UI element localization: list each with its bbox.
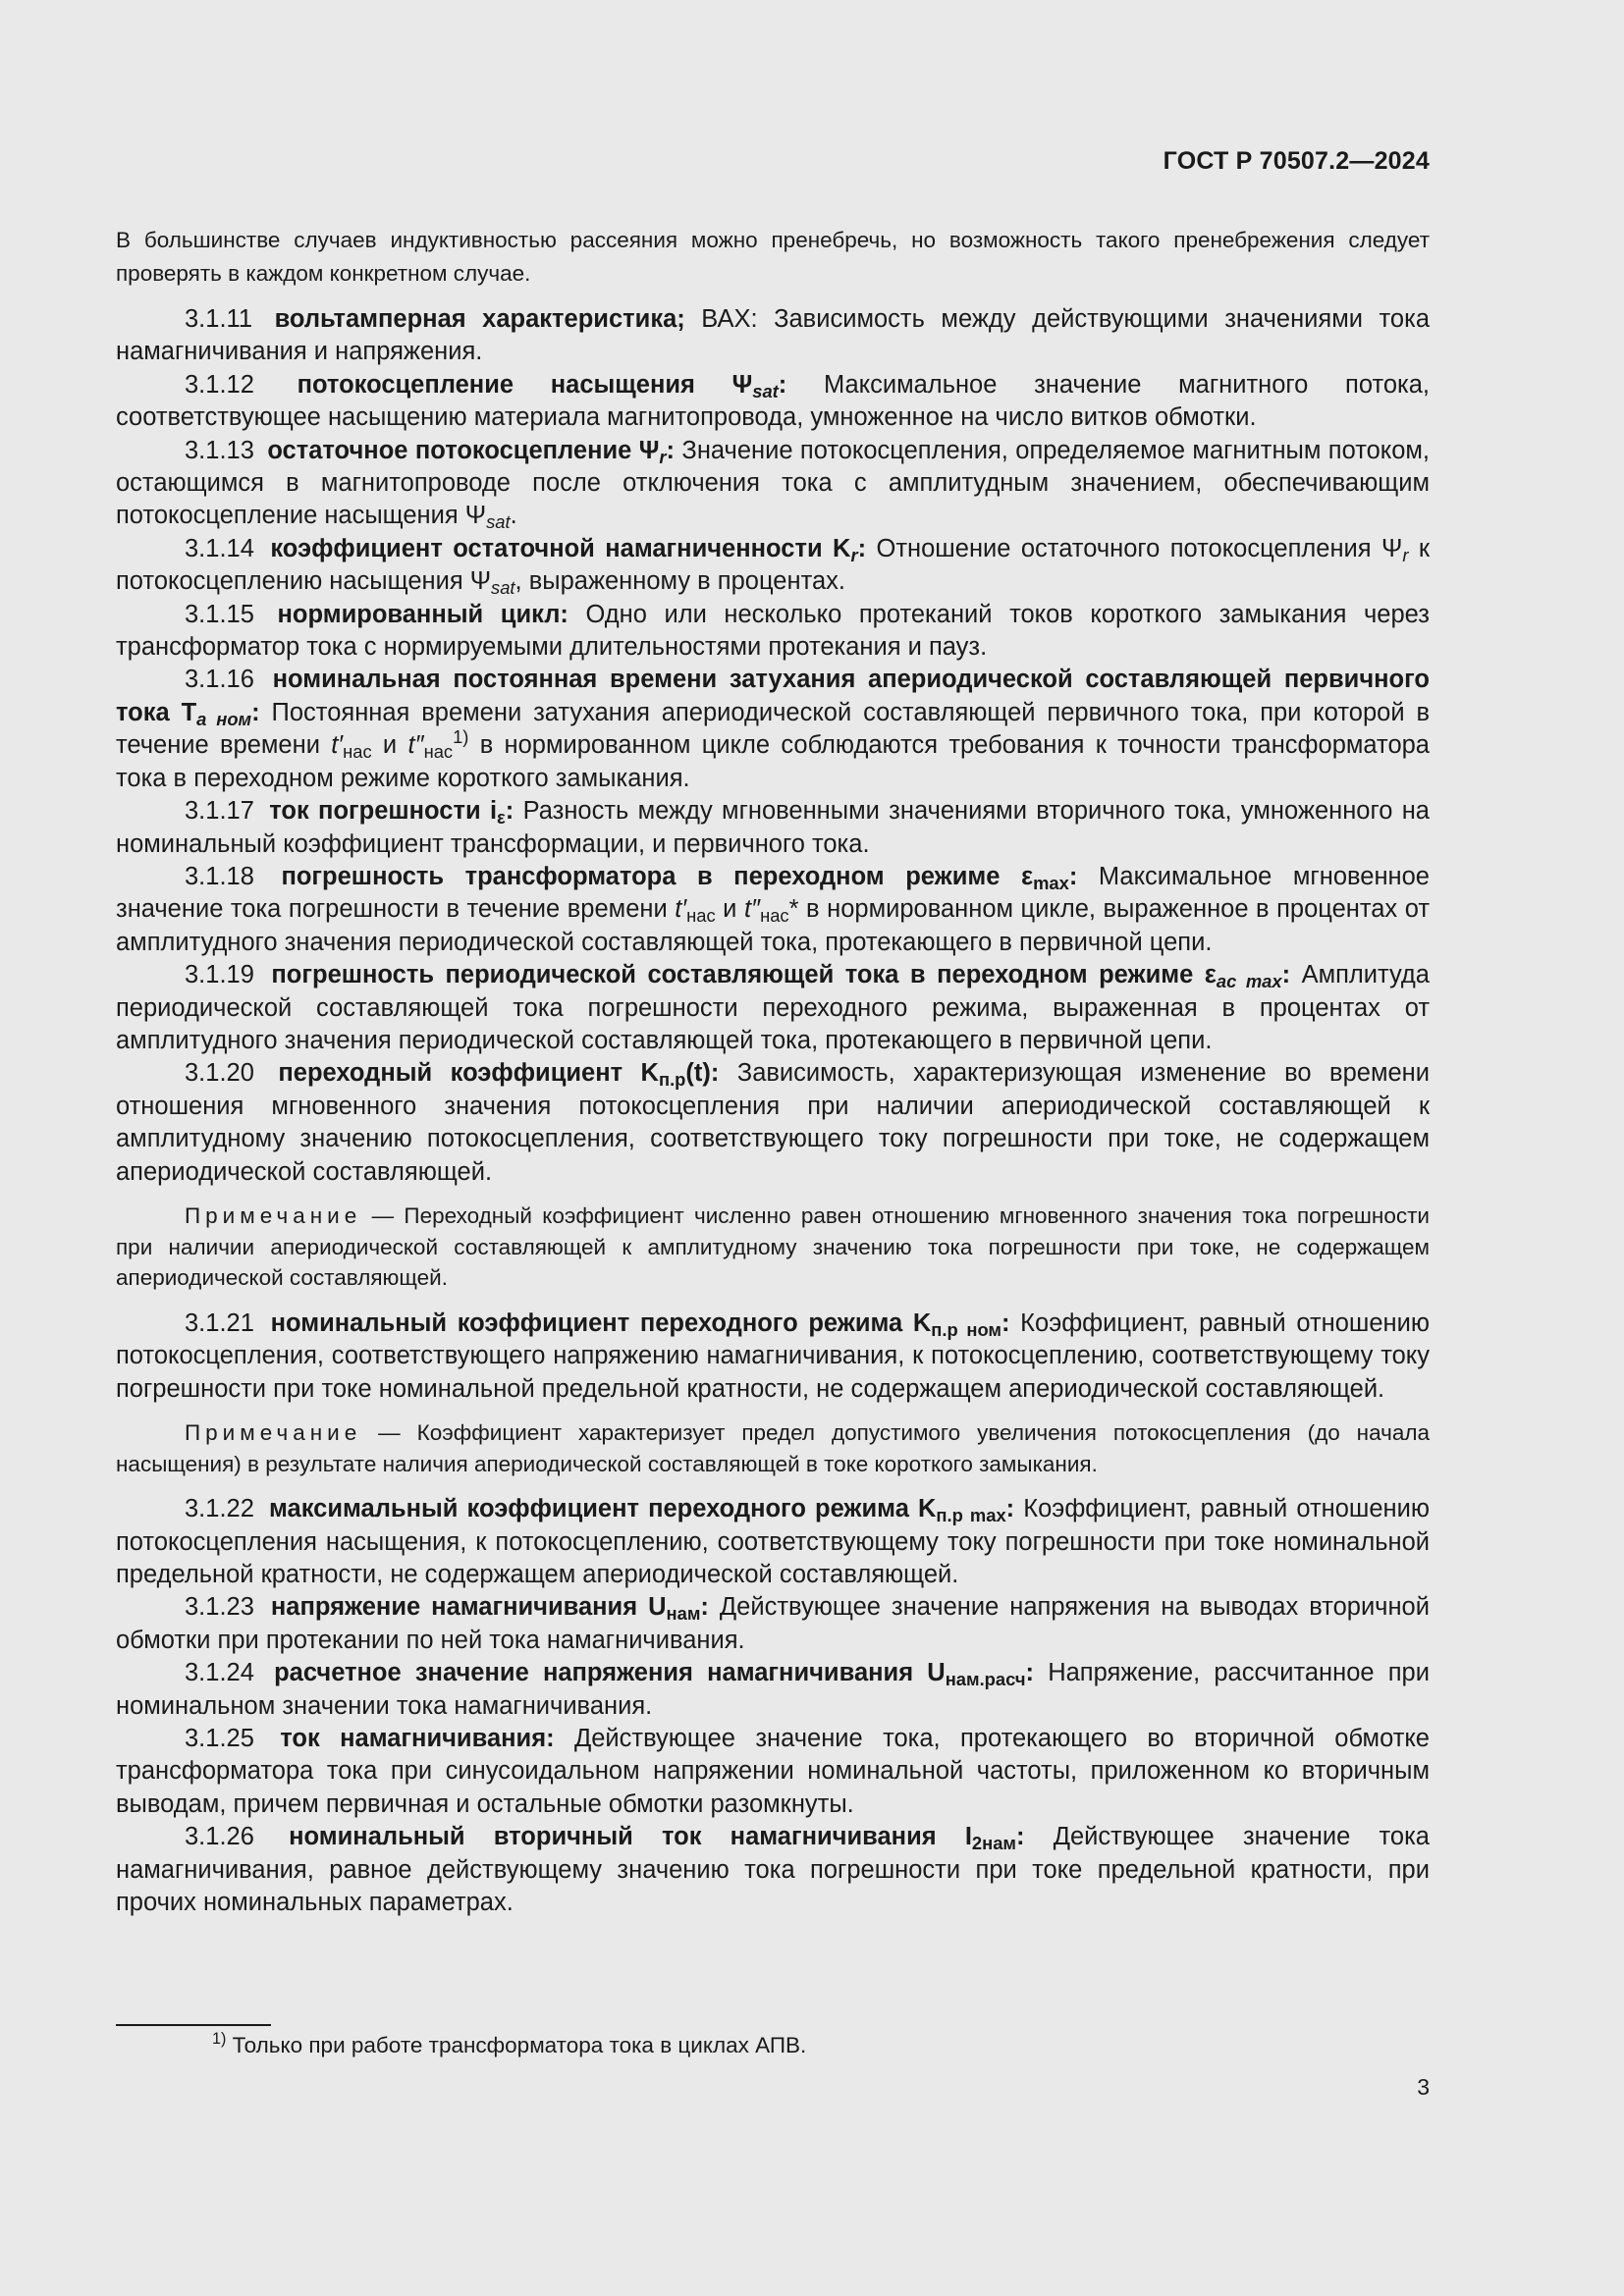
footnote-mark: 1) [212,2030,227,2049]
footnote: $^{1)}$ Только при работе трансформатора тока в циклах АПВ. [212,2030,807,2057]
definition-3-1-16: 3.1.16 номинальная постоянная времени затухания апериодической составляющей первичного тока $T_{a ном}$: Постоянная времени затухания апериодической составляющей первичного тока, при которой в течение времени $t'_{нас}$ и $t''_{нас}^{1)}$ в нормированном цикле соблюдаются требования к точности трансформатора тока в переходном режиме короткого замыкания. [116,666,1430,792]
page-content [116,224,1430,1919]
definition-3-1-20: 3.1.20 переходный коэффициент $K_{п.р}(t)$: Зависимость, характеризующая изменение во времени отношения мгновенного значения потокосцепления при наличии апериодической составляющей к амплитудному значению потокосцепления, соответствующего току погрешности при токе, не содержащем апериодической составляющей. [116,1059,1430,1186]
definition-3-1-18: 3.1.18 погрешность трансформатора в переходном режиме $\varepsilon_{max}$: Максимальное мгновенное значение тока погрешности в течение времени $t'_{нас}$ и $t''_{нас}*$ в нормированном цикле, выраженное в процентах от амплитудного значения периодической составляющей тока, протекающего в первичной цепи. [116,862,1431,956]
footnote-ref: 1) [453,726,469,748]
definition-3-1-14: 3.1.14 коэффициент остаточной намагниченности $K_r$: Отношение остаточного потокосцепления $\Psi_r$ к потокосцеплению насыщения $\Psi_{sat}$, выраженному в процентах. [116,534,1431,599]
definition-3-1-23: 3.1.23 напряжение намагничивания $U_{нам}$: Действующее значение напряжения на выводах вторичной обмотки при протекании по ней тока намагничивания. [116,1593,1430,1654]
definition-3-1-19: 3.1.19 погрешность периодической составляющей тока в переходном режиме $\varepsilon_{ac max}$: Амплитуда периодической составляющей тока погрешности переходного режима, выраженная в процентах от амплитудного значения периодической составляющей тока, протекающего в первичной цепи. [116,961,1430,1054]
note-2: Примечание — Коэффициент характеризует предел допустимого увеличения потокосцепления (до начала насыщения) в результате наличия апериодической составляющей в токе короткого замыкания. [116,1419,1430,1476]
definition-3-1-11: 3.1.11 вольтамперная характеристика; ВАХ: Зависимость между действующими значениями тока намагничивания и напряжения. [116,305,1430,366]
definition-3-1-15: 3.1.15 нормированный цикл: Одно или несколько протеканий токов короткого замыкания через трансформатор тока с нормируемыми длительностями протекания и пауз. [116,600,1430,662]
footnote-divider [116,2024,271,2026]
definition-3-1-24: 3.1.24 расчетное значение напряжения намагничивания $U_{нам.расч}$: Напряжение, рассчитанное при номинальном значении тока намагничивания. [116,1659,1430,1720]
definition-3-1-25: 3.1.25 ток намагничивания: Действующее значение тока, протекающего во вторичной обмотке трансформатора тока при синусоидальном напряжении номинальной частоты, приложенном ко вторичным выводам, причем первичная и остальные обмотки разомкнуты. [116,1725,1430,1818]
definition-3-1-21: 3.1.21 номинальный коэффициент переходного режима $K_{п.р ном}$: Коэффициент, равный отношению потокосцепления, соответствующего напряжению намагничивания, к потокосцеплению, соответствующему току погрешности при токе номинальной предельной кратности, не содержащем апериодической составляющей. [116,1308,1430,1403]
definition-3-1-13: 3.1.13 остаточное потокосцепление $\Psi_r$: Значение потокосцепления, определяемое магнитным потоком, остающимся в магнитопроводе после отключения тока с амплитудным значением, обеспечивающим потокосцепление насыщения $\Psi_{sat}$. [116,436,1431,533]
definition-3-1-26: 3.1.26 номинальный вторичный ток намагничивания $I_{2нам}$: Действующее значение тока намагничивания, равное действующему значению тока погрешности при токе предельной кратности, при прочих номинальных параметрах. [116,1823,1430,1917]
definition-3-1-22: 3.1.22 максимальный коэффициент переходного режима $K_{п.р max}$: Коэффициент, равный отношению потокосцепления насыщения, к потокосцеплению, соответствующему току погрешности при токе номинальной предельной кратности, не содержащем апериодической составляющей. [116,1495,1430,1588]
page-number: 3 [1417,2074,1430,2100]
definition-3-1-17: 3.1.17 ток погрешности $i_\varepsilon$: Разность между мгновенными значениями вторичного тока, умноженного на номинальный коэффициент трансформации, и первичного тока. [116,797,1430,858]
intro-paragraph: В большинстве случаев индуктивностью рассеяния можно пренебречь, но возможность такого пренебрежения следует проверять в каждом конкретном случае. [116,228,1430,286]
definition-3-1-12: 3.1.12 потокосцепление насыщения $\Psi_{sat}$: Максимальное значение магнитного потока, соответствующее насыщению материала магнитопровода, умноженное на число витков обмотки. [116,370,1430,432]
standard-header: ГОСТ Р 70507.2—2024 [1163,147,1430,175]
note-1: Примечание — Переходный коэффициент численно равен отношению мгновенного значения тока погрешности при наличии апериодической составляющей к амплитудному значению тока погрешности при токе, не содержащем апериодической составляющей. [116,1202,1430,1291]
